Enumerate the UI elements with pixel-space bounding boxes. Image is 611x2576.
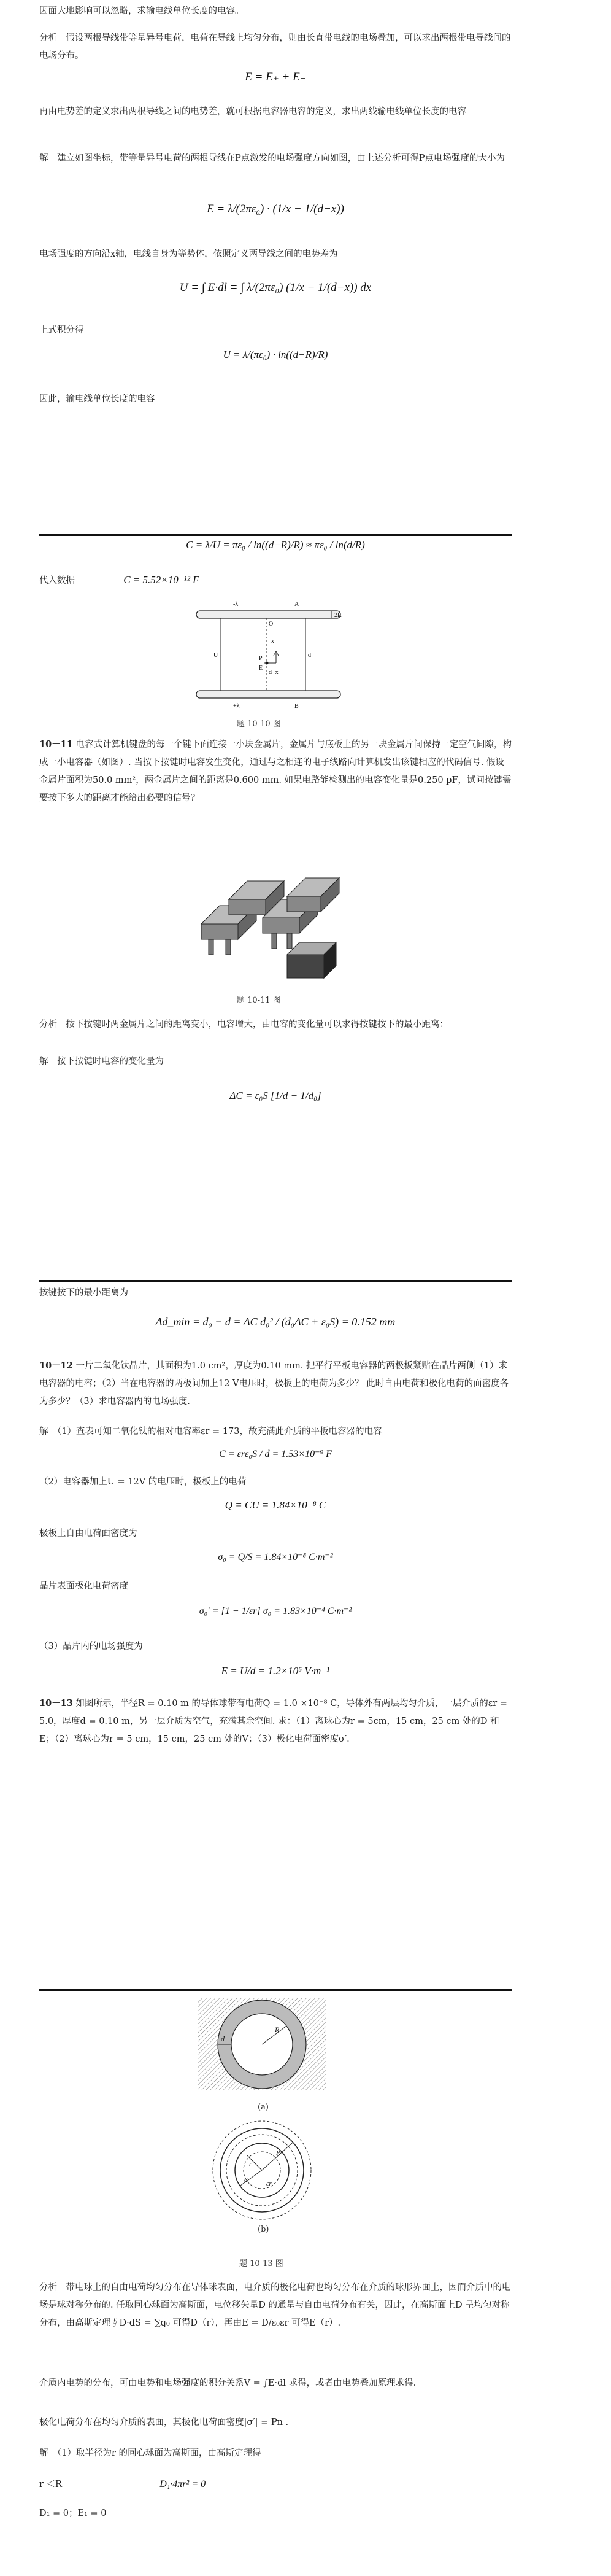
page-divider [39,1989,512,1991]
paragraph [39,2475,512,2494]
problem-number: 10－12 [39,1360,73,1371]
figure-label: A [294,601,299,608]
paragraph: 按键按下的最小距离为 [39,1288,128,1298]
upper-wire [196,611,340,618]
problem-number: 10－11 [39,739,73,750]
figure-label: εr [266,2180,272,2187]
figure-label: O [269,621,274,627]
equation: D₁·4πr² = 0 [159,2479,206,2489]
figure-label: -λ [233,601,239,608]
paragraph: 分析 按下按键时两金属片之间的距离变小，电容增大，由电容的变化量可以求得按键按下的最小距离： [39,1020,448,1030]
paragraph: 解 建立如图坐标，带等量异号电荷的两根导线在P点激发的电场强度方向如图，由上述分析可得P点电场强度的大小为 [39,153,505,163]
equation: Q = CU = 1.84×10⁻⁸ C [225,1499,326,1511]
paragraph: 极板上自由电荷面密度为 [39,1529,137,1538]
figure-label-a: (a) [258,2103,269,2112]
problem-text: 如图所示，半径R = 0.10 m 的导体球带有电荷Q = 1.0 ×10⁻⁸ C，导体外有两层均匀介质，一层介质的εr = 5.0，厚度d = 0.10 m，另一层介质为空气，充满其余空间. 求：（1）离球心为r = 5cm，15 cm，25 cm 处的D 和E；（2）离球心为r = 5 cm，15 cm，25 cm 处的V；（3）极化电荷面密度σ′. [39,1699,507,1744]
figure-label-b: (b) [258,2225,269,2234]
figure-label: d [244,2176,248,2184]
paragraph: 解 按下按键时电容的变化量为 [39,1057,164,1066]
equation: σ₀′ = [1 − 1/εr] σ₀ = 1.83×10⁻⁴ C·m⁻² [199,1606,352,1616]
figure-label: d [221,2035,225,2043]
label: 代入数据 [39,576,75,586]
paragraph [39,571,512,590]
figure-label: P [259,655,263,662]
equation: E = λ/(2πε₀) · (1/x − 1/(d−x)) [207,203,344,215]
figure-label: B [294,703,299,710]
paragraph: （3）晶片内的电场强度为 [39,1642,143,1651]
figure-label: 2R [334,612,342,619]
figure-label: x [271,638,274,645]
paragraph: 因此，输电线单位长度的电容 [39,394,155,404]
equation: C = 5.52×10⁻¹² F [123,574,199,586]
problem-paragraph [39,735,512,807]
figure-label: +λ [233,703,240,710]
page-divider [39,534,512,536]
problem-paragraph [39,1357,512,1411]
equation: Δd_min = d₀ − d = ΔC d₀² / (d₀ΔC + ε₀S) = 0.152 mm [155,1316,396,1328]
figure-caption: 题 10-10 图 [237,720,281,729]
paragraph: 解 （1）查表可知二氧化钛的相对电容率εr = 173，故充满此介质的平板电容器的电容 [39,1427,382,1437]
dielectric-sphere-figure-b [198,2118,326,2222]
dielectric-sphere-figure-a [198,1998,326,2100]
equation: σ₀ = Q/S = 1.84×10⁻⁸ C·m⁻² [218,1552,333,1562]
key-base [287,942,336,978]
equation: C = εrε₀S / d = 1.53×10⁻⁹ F [219,1449,332,1459]
paragraph: 电场强度的方向沿x轴，电线自身为等势体，依照定义两导线之间的电势差为 [39,249,338,259]
equation: U = ∫ E·dl = ∫ λ/(2πε₀) (1/x − 1/(d−x)) dx [179,281,372,294]
figure-caption: 题 10-13 图 [239,2259,283,2268]
page-divider [39,1280,512,1282]
condition: r ＜R [39,2480,62,2489]
problem-number: 10－13 [39,1698,73,1709]
keyboard-figure [195,856,342,979]
problem-text: 电容式计算机键盘的每一个键下面连接一小块金属片，金属片与底板上的另一块金属片间保持一定空气间隙，构成一小电容器（如图）. 当按下按键时电容发生变化，通过与之相连的电子线路向计算机发出该键相应的代码信号. 假设金属片面积为50.0 mm²，两金属片之间的距离是0.600 mm. 如果电路能检测出的电容变化量是0.250 pF，试问按键需要按下多大的距离才能给出必要的信号? [39,740,512,803]
lower-wire [196,691,340,698]
paragraph: 介质内电势的分布，可由电势和电场强度的积分关系V = ∫E·dl 求得，或者由电势叠加原理求得. [39,2378,417,2388]
figure-label: r [249,2160,252,2168]
figure-caption: 题 10-11 图 [237,996,281,1005]
paragraph: 晶片表面极化电荷密度 [39,1581,128,1591]
paragraph: 因面大地影响可以忽略，求输电线单位长度的电容。 [39,6,244,16]
problem-text: 一片二氧化钛晶片，其面积为1.0 cm²，厚度为0.10 mm. 把平行平板电容器的两极板紧贴在晶片两侧（1）求电容器的电容；（2）当在电容器的两极间加上12 V电压时，极板上的电荷为多少？ 此时自由电荷和极化电荷的面密度各为多少？（3）求电容器内的电场强度. [39,1361,509,1406]
equation: ΔC = ε₀S [1/d − 1/d₀] [229,1090,321,1101]
problem-paragraph [39,1694,512,1748]
figure-label: R [276,2149,280,2157]
equation: E = U/d = 1.2×10⁵ V·m⁻¹ [221,1665,330,1677]
figure-label: d [308,652,311,659]
figure-label: R [275,2025,280,2034]
paragraph: 极化电荷分布在均匀介质的表面，其极化电荷面密度|σ′| = Pn . [39,2418,289,2427]
figure-label: E [259,665,263,672]
paragraph: （2）电容器加上U = 12V 的电压时，极板上的电荷 [39,1477,247,1487]
paragraph: 上式积分得 [39,325,84,335]
two-wire-figure [184,599,350,712]
equation: D₁ = 0；E₁ = 0 [39,2508,107,2518]
equation: U = λ/(πε₀) · ln((d−R)/R) [223,349,328,360]
paragraph: 解 （1）取半径为r 的同心球面为高斯面，由高斯定理得 [39,2448,261,2458]
equation: E = E₊ + E₋ [245,71,306,83]
figure-label: d−x [269,669,279,676]
paragraph: 分析 带电球上的自由电荷均匀分布在导体球表面，电介质的极化电荷也均匀分布在介质的球形界面上，因而介质中的电场是球对称分布的. 任取同心球面为高斯面，电位移矢量D 的通量与自由电荷分布有关，因此，在高斯面上D 呈均匀对称分布，由高斯定理∮D·dS = ∑q₀ 可得D（r），再由E = D/ε₀εr 可得E（r）. [39,2283,511,2328]
paragraph: 分析 假设两根导线带等量异号电荷，电荷在导线上均匀分布，则由长直带电线的电场叠加，可以求出两根带电导线间的电场分布。 [39,33,511,61]
paragraph: 再由电势差的定义求出两根导线之间的电势差，就可根据电容器电容的定义，求出两线输电线单位长度的电容 [39,107,466,117]
equation: C = λ/U = πε₀ / ln((d−R)/R) ≈ πε₀ / ln(d/R) [186,539,365,551]
figure-label: U [213,652,218,659]
